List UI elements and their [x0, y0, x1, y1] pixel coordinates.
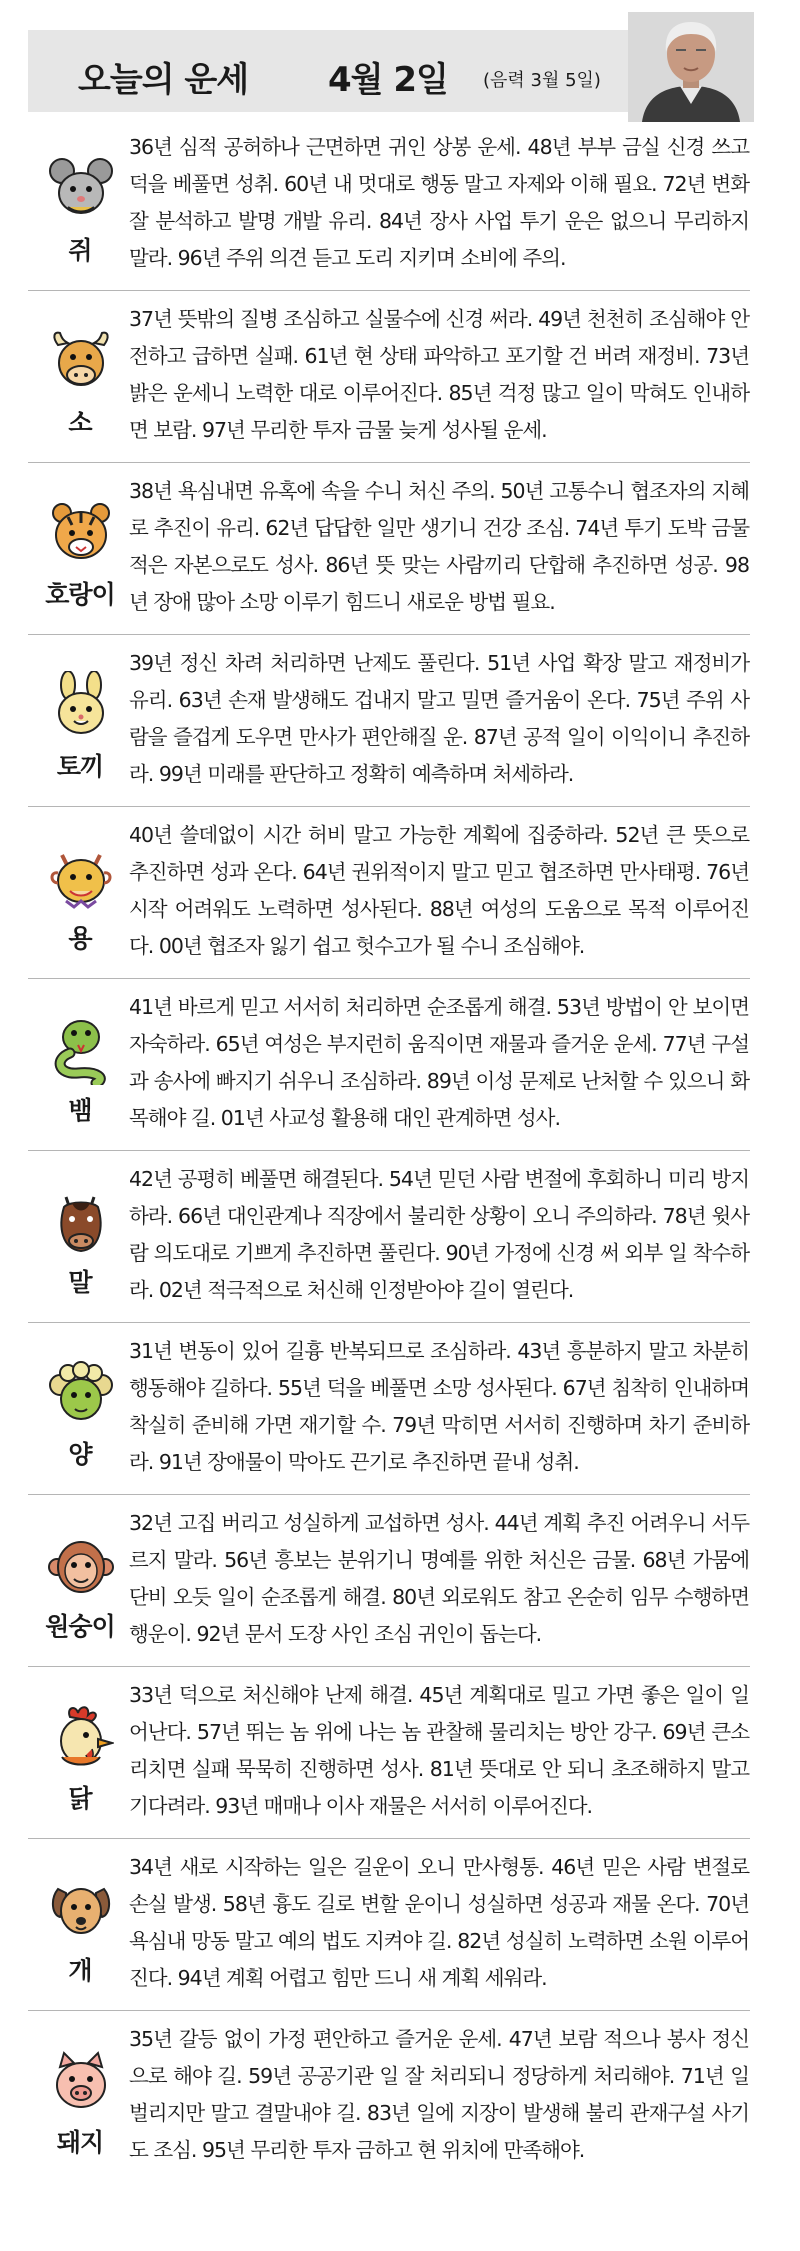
animal-column [28, 291, 132, 462]
fortune-text: 38년 욕심내면 유혹에 속을 수니 처신 주의. 50년 고통수니 협조자의 지혜로 추진이 유리. 62년 답답한 일만 생기니 건강 조심. 74년 투기 도박 금물 적은 자본으로도 성사. 86년 뜻 맞는 사람끼리 단합해 추진하면 성공. 98년 장애 많아 소망 이루기 힘드니 새로운 방법 필요. [129, 479, 749, 614]
animal-name: 돼지 [56, 2128, 104, 2157]
dog-icon [48, 1875, 114, 1945]
animal-name: 말 [68, 1268, 92, 1297]
zodiac-row-snake [28, 979, 750, 1151]
animal-name: 닭 [68, 1784, 92, 1813]
fortune-text: 32년 고집 버리고 성실하게 교섭하면 성사. 44년 계획 추진 어려우니 서두르지 말라. 56년 흥보는 분위기니 명예를 위한 처신은 금물. 68년 가뭄에 단비 오듯 일이 순조롭게 해결. 80년 외로워도 참고 온순히 임무 수행하면 행운이. 92년 문서 도장 사인 조심 귀인이 돕는다. [129, 1511, 749, 1646]
monkey-icon [48, 1531, 114, 1601]
fortune-text: 41년 바르게 믿고 서서히 처리하면 순조롭게 해결. 53년 방법이 안 보이면 자숙하라. 65년 여성은 부지런히 움직이면 재물과 즐거운 운세. 77년 구설과 송사에 빠지기 쉬우니 조심하라. 89년 이성 문제로 난처할 수 있으니 화목해야 길. 01년 사교성 활용해 대인 관계하면 성사. [129, 995, 749, 1130]
zodiac-row-tiger [28, 463, 750, 635]
animal-name: 호랑이 [45, 580, 115, 609]
tiger-icon [48, 499, 114, 569]
dragon-icon [48, 843, 114, 913]
page-date: 4월 2일 [328, 60, 448, 100]
lunar-date: (음력 3월 5일) [483, 70, 601, 91]
ox-icon [48, 327, 114, 397]
animal-column [28, 807, 132, 978]
animal-name: 뱀 [68, 1096, 92, 1125]
zodiac-list [28, 119, 750, 2182]
zodiac-row-dog [28, 1839, 750, 2011]
animal-name: 토끼 [56, 752, 104, 781]
animal-column [28, 979, 132, 1150]
fortune-text: 35년 갈등 없이 가정 편안하고 즐거운 운세. 47년 보람 적으나 봉사 정신으로 해야 길. 59년 공공기관 일 잘 처리되니 정당하게 처리해야. 71년 일 벌리지만 말고 결말내야 길. 83년 일에 지장이 발생해 불리 관재구설 사기도 조심. 95년 무리한 투자 금하고 현 위치에 만족해야. [129, 2027, 749, 2162]
snake-icon [48, 1015, 114, 1085]
animal-column [28, 119, 132, 290]
fortune-text: 42년 공평히 베풀면 해결된다. 54년 믿던 사람 변절에 후회하니 미리 방지하라. 66년 대인관계나 직장에서 불리한 상황이 오니 주의하라. 78년 윗사람 의도대로 기쁘게 추진하면 풀린다. 90년 가정에 신경 써 외부 일 착수하라. 02년 적극적으로 처신해 인정받아야 길이 열린다. [129, 1167, 749, 1302]
animal-name: 개 [68, 1956, 92, 1985]
animal-column [28, 1151, 132, 1322]
zodiac-row-monkey [28, 1495, 750, 1667]
animal-column [28, 1667, 132, 1838]
animal-column [28, 2011, 132, 2182]
animal-name: 용 [68, 924, 92, 953]
sheep-icon [48, 1359, 114, 1429]
fortune-text: 39년 정신 차려 처리하면 난제도 풀린다. 51년 사업 확장 말고 재정비가 유리. 63년 손재 발생해도 겁내지 말고 밀면 즐거움이 온다. 75년 주위 사람을 즐겁게 도우면 만사가 편안해질 운. 87년 공적 일이 이익이니 추진하라. 99년 미래를 판단하고 정확히 예측하며 처세하라. [129, 651, 749, 786]
zodiac-row-rooster [28, 1667, 750, 1839]
zodiac-row-pig [28, 2011, 750, 2182]
animal-name: 원숭이 [45, 1612, 115, 1641]
animal-column [28, 1323, 132, 1494]
animal-name: 소 [68, 408, 92, 437]
rat-icon [48, 155, 114, 225]
pig-icon [48, 2047, 114, 2117]
rooster-icon [48, 1703, 114, 1773]
zodiac-row-rat [28, 119, 750, 291]
animal-column [28, 1495, 132, 1666]
fortune-text: 33년 덕으로 처신해야 난제 해결. 45년 계획대로 밀고 가면 좋은 일이 일어난다. 57년 뛰는 놈 위에 나는 놈 관찰해 물리치는 방안 강구. 69년 큰소리치면 실패 묵묵히 진행하면 성사. 81년 뜻대로 안 되니 초조해하지 말고 기다려라. 93년 매매나 이사 재물은 서서히 이루어진다. [129, 1683, 749, 1818]
zodiac-row-horse [28, 1151, 750, 1323]
zodiac-row-dragon [28, 807, 750, 979]
animal-name: 쥐 [68, 236, 92, 265]
animal-column [28, 635, 132, 806]
zodiac-row-sheep [28, 1323, 750, 1495]
fortune-text: 40년 쓸데없이 시간 허비 말고 가능한 계획에 집중하라. 52년 큰 뜻으로 추진하면 성과 온다. 64년 권위적이지 말고 믿고 협조하면 만사태평. 76년 시작 어려워도 노력하면 성사된다. 88년 여성의 도움으로 목적 이루어진다. 00년 협조자 잃기 쉽고 헛수고가 될 수니 조심해야. [129, 823, 749, 958]
author-portrait [628, 12, 754, 122]
fortune-text: 37년 뜻밖의 질병 조심하고 실물수에 신경 써라. 49년 천천히 조심해야 안전하고 급하면 실패. 61년 현 상태 파악하고 포기할 건 버려 재정비. 73년 밝은 운세니 노력한 대로 이루어진다. 85년 걱정 많고 일이 막혀도 인내하면 보람. 97년 무리한 투자 금물 늦게 성사될 운세. [129, 307, 749, 442]
horse-icon [48, 1187, 114, 1257]
page-title: 오늘의 운세 [78, 60, 249, 100]
animal-name: 양 [68, 1440, 92, 1469]
rabbit-icon [48, 671, 114, 741]
animal-column [28, 463, 132, 634]
fortune-text: 34년 새로 시작하는 일은 길운이 오니 만사형통. 46년 믿은 사람 변절로 손실 발생. 58년 흉도 길로 변할 운이니 성실하면 성공과 재물 온다. 70년 욕심내 망동 말고 예의 법도 지켜야 길. 82년 성실히 노력하면 소원 이루어진다. 94년 계획 어렵고 힘만 드니 새 계획 세워라. [129, 1855, 749, 1990]
zodiac-row-ox [28, 291, 750, 463]
fortune-text: 36년 심적 공허하나 근면하면 귀인 상봉 운세. 48년 부부 금실 신경 쓰고 덕을 베풀면 성취. 60년 내 멋대로 행동 말고 자제와 이해 필요. 72년 변화 잘 분석하고 발명 개발 유리. 84년 장사 사업 투기 운은 없으니 무리하지 말라. 96년 주위 의견 듣고 도리 지키며 소비에 주의. [129, 135, 749, 270]
zodiac-row-rabbit [28, 635, 750, 807]
fortune-text: 31년 변동이 있어 길흉 반복되므로 조심하라. 43년 흥분하지 말고 차분히 행동해야 길하다. 55년 덕을 베풀면 소망 성사된다. 67년 침착히 인내하며 착실히 준비해 가면 재기할 수. 79년 막히면 서서히 진행하며 차기 준비하라. 91년 장애물이 막아도 끈기로 추진하면 끝내 성취. [129, 1339, 749, 1474]
animal-column [28, 1839, 132, 2010]
